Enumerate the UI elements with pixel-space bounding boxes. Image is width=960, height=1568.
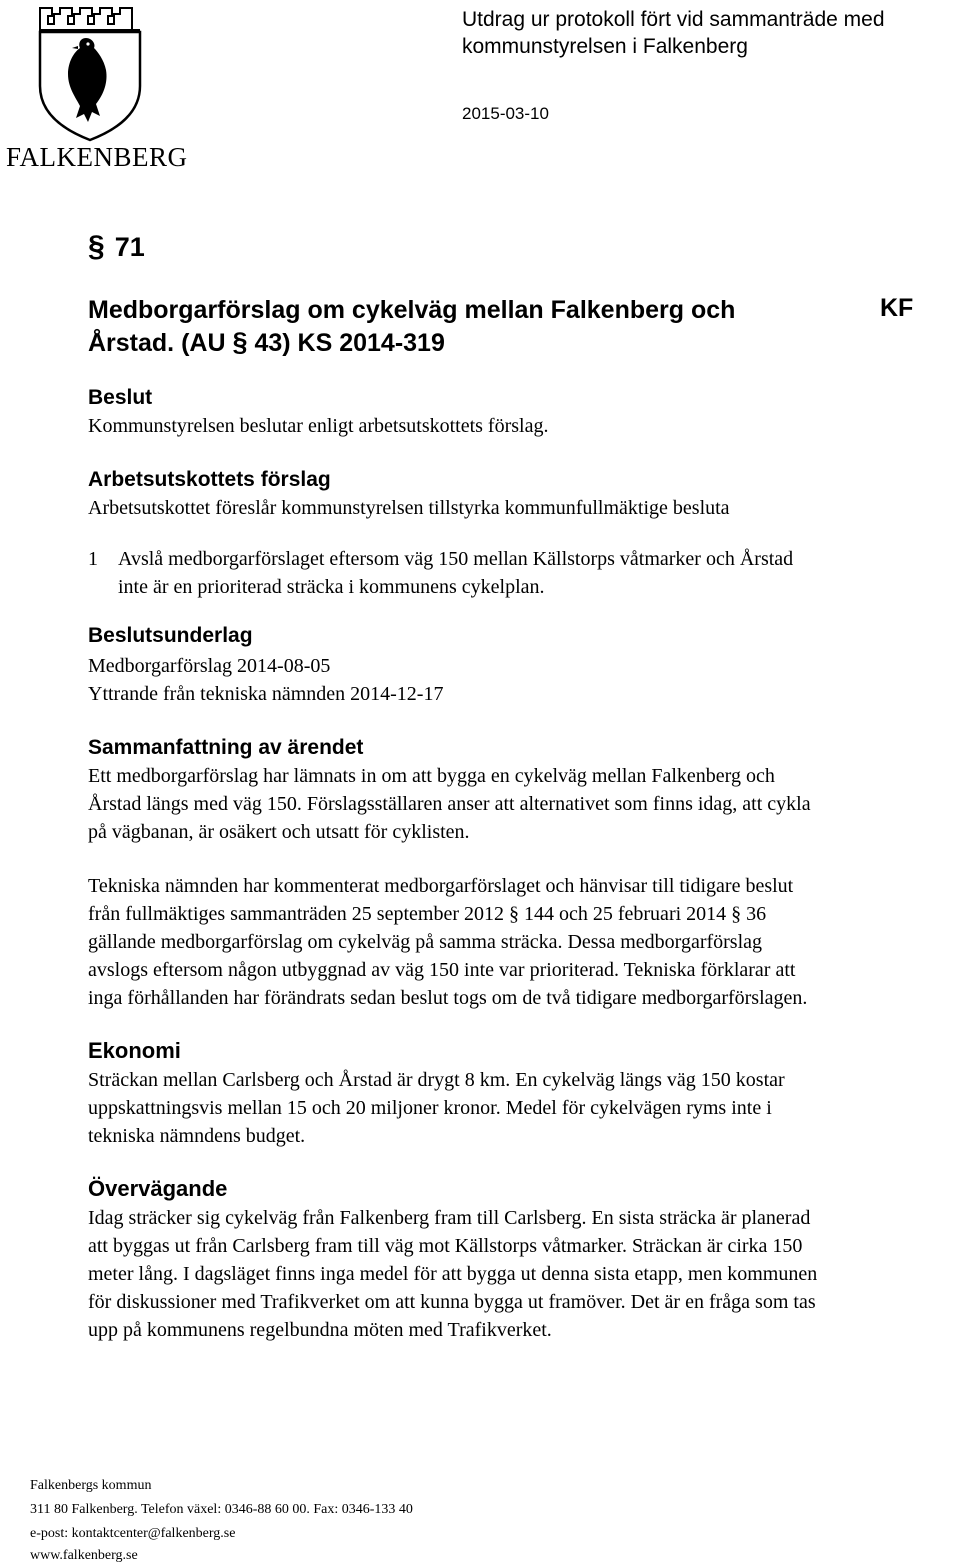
section-sign: § [88,230,105,263]
heading-beslut: Beslut [88,386,153,409]
falkenberg-coat-of-arms-logo [22,2,150,142]
heading-ekonomi: Ekonomi [88,1038,181,1063]
beslut-text: Kommunstyrelsen beslutar enligt arbetsutskottets förslag. [88,415,549,437]
meeting-date: 2015-03-10 [462,104,549,123]
heading-beslutsunderlag: Beslutsunderlag [88,624,253,647]
text-line: Tekniska nämnden har kommenterat medborgarförslaget och hänvisar till tidigare beslut [88,875,794,897]
text-line: på vägbanan, är osäkert och utsatt för cyklisten. [88,821,470,843]
text-line: Idag sträcker sig cykelväg från Falkenberg fram till Carlsberg. En sista sträcka är planerad [88,1207,811,1229]
section-sign: § [232,327,248,357]
list-item-line: inte är en prioriterad sträcka i kommunens cykelplan. [118,576,545,598]
paragraph-number-value: 71 [114,232,145,262]
text-line: avslogs eftersom någon utbyggnad av väg 150 inte var prioriterad. Tekniska förklarar att [88,959,796,981]
text-line: Ett medborgarförslag har lämnats in om att bygga en cykelväg mellan Falkenberg och [88,765,775,787]
kf-tag: KF [880,294,914,322]
item-title-line: Medborgarförslag om cykelväg mellan Falkenberg och [88,296,736,324]
text-line: gällande medborgarförslag om cykelväg på samma sträcka. Dessa medborgarförslag [88,931,763,953]
text-line: uppskattningsvis mellan 15 och 20 miljoner kronor. Medel för cykelvägen ryms inte i [88,1097,772,1119]
sammanfattning-paragraph-2 [88,872,958,1012]
text-line: Årstad längs med väg 150. Förslagsställaren anser att alternativet som finns idag, att cykla [88,793,811,815]
underlag-line: Medborgarförslag 2014-08-05 [88,655,331,677]
header-title-line: kommunstyrelsen i Falkenberg [462,35,748,58]
text-line: upp på kommunens regelbundna möten med Trafikverket. [88,1319,552,1341]
paragraph-number [88,230,145,264]
text-line: tekniska nämndens budget. [88,1125,306,1147]
heading-sammanfattning: Sammanfattning av ärendet [88,736,364,759]
text-line: meter lång. I dagsläget finns inga medel för att bygga ut denna sista etapp, men kommunen [88,1263,818,1285]
au-forslag-text: Arbetsutskottet föreslår kommunstyrelsen tillstyrka kommunfullmäktige besluta [88,497,730,519]
footer-website-link[interactable]: www.falkenberg.se [30,1548,138,1563]
list-item-line: Avslå medborgarförslaget eftersom väg 150 mellan Källstorps våtmarker och Årstad [118,548,794,570]
footer-email[interactable]: e-post: kontaktcenter@falkenberg.se [30,1526,236,1541]
text-line: från fullmäktiges sammanträden 25 september 2012 § 144 och 25 februari 2014 § 36 [88,903,767,925]
footer-address: 311 80 Falkenberg. Telefon växel: 0346-88 60 00. Fax: 0346-133 40 [30,1502,413,1517]
list-item-text [118,545,793,601]
footer-org: Falkenbergs kommun [30,1478,152,1493]
protocol-header-title [462,6,952,60]
list-item-number: 1 [88,548,98,570]
overvagande-paragraph [88,1204,958,1344]
logo-wordmark: FALKENBERG [6,142,188,172]
heading-overvagande: Övervägande [88,1176,228,1201]
sammanfattning-paragraph-1 [88,762,958,846]
item-title-line [88,326,848,359]
underlag-line: Yttrande från tekniska nämnden 2014-12-17 [88,683,444,705]
item-title-part: Årstad. (AU [88,329,233,357]
ekonomi-paragraph [88,1066,958,1150]
item-title [88,294,848,359]
header-title-line: Utdrag ur protokoll fört vid sammanträde med [462,8,885,31]
text-line: Sträckan mellan Carlsberg och Årstad är drygt 8 km. En cykelväg längs väg 150 kostar [88,1069,785,1091]
underlag-list [88,652,958,708]
heading-au-forslag: Arbetsutskottets förslag [88,468,331,491]
text-line: att byggas ut från Carlsberg fram till väg mot Källstorps våtmarker. Sträckan är cirka 150 [88,1235,803,1257]
text-line: inga förhållanden har förändrats sedan beslut togs om de två tidigare medborgarförslagen. [88,987,808,1009]
text-line: för diskussioner med Trafikverket om att kunna bygga ut framöver. Det är en fråga som tas [88,1291,816,1313]
item-title-part: 43) KS 2014-319 [254,329,445,357]
